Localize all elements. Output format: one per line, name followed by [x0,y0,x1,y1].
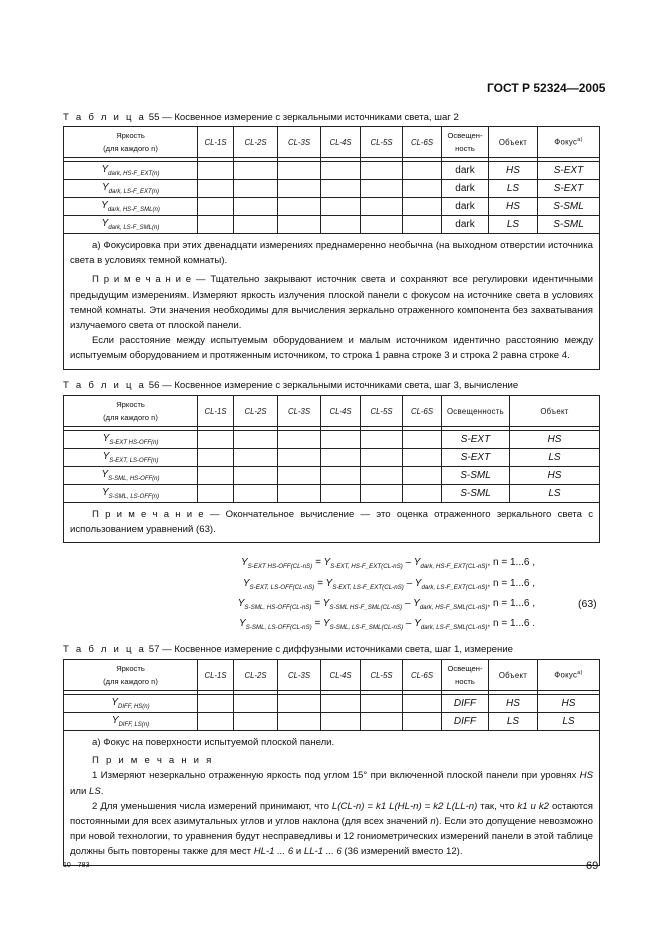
table56-notes [64,503,600,543]
table57-col-cl1: CL-1S [198,660,234,691]
table56-brightness-header: Яркость (для каждого n) [64,396,198,427]
table-row: $Y_{S-EXT HS-OFF(n)}$ S-EXT HS [64,431,600,449]
table56 [63,395,600,543]
table56-caption: Т а б л и ц а 56 — Косвенное измерение с зеркальными источниками света, шаг 3, вычисление [63,380,519,391]
table-row: $Y_{S-SML, HS-OFF(n)}$ S-SML HS [64,467,600,485]
table55-caption: Т а б л и ц а 55 — Косвенное измерение с зеркальными источниками света, шаг 2 [63,112,459,123]
table57-col-cl3: CL-3S [278,660,321,691]
table57-footnote: а) Фокус на поверхности испытуемой плоской панели. [92,737,335,748]
table55-brightness-header: Яркость (для каждого n) [64,127,198,158]
equation-line-3: $Y_{S-SML, HS-OFF(CL-nS)} = Y_{S-SML HS-F\_SML(CL-nS)} - Y_{dark, HS-F\_SML(CL-nS)}$, n = 1...6 , [237,598,535,611]
table55-col-cl3: CL-3S [278,127,321,158]
table55-col-cl4: CL-4S [321,127,361,158]
equation-line-1: $Y_{S-EXT HS-OFF(CL-nS)} = Y_{S-EXT, HS-F\_EXT(CL-nS)} - Y_{dark, HS-F\_EXT(CL-nS)}$, n = 1...6 , [240,557,535,570]
table57-caption: Т а б л и ц а 57 — Косвенное измерение с диффузными источниками света, шаг 1, измерение [63,644,514,655]
table-row: $Y_{S-EXT, LS-OFF(n)}$ S-EXT LS [64,449,600,467]
table57-col-cl4: CL-4S [321,660,361,691]
page-number: 69 [586,860,599,872]
table57-light-header: Освещен- ность [442,660,489,691]
equation-line-4: $Y_{S-SML, LS-OFF(CL-nS)} = Y_{S-SML, LS-F\_SML(CL-nS)} - Y_{dark, LS-F\_SML(CL-nS)}$, n = 1...6 . [238,618,535,631]
table55-note-2: Если расстояние между испытуемым оборудованием и малым источником идентично расстоянию между испытуемым оборудованием и протяженным источником, то строка 1 равна строке 3 и строка 2 равна строке 4. [70,335,593,362]
table57 [63,659,600,866]
table55-focus-header: Фокус$^{а)}$ [538,127,600,158]
table56-col-cl3: CL-3S [278,396,321,427]
table-row: $Y_{dark, HS-F\_SML(n)}$ dark HS S-SML [64,198,600,216]
table55-footnote: а) Фокусировка при этих двенадцати измерениях преднамеренно необычна (на выходном отверстии источника света в условиях темной комнаты). [70,240,593,267]
table57-col-cl2: CL-2S [234,660,278,691]
table-row: $Y_{dark, HS-F\_EXT(n)}$ dark HS S-EXT [64,162,600,180]
table56-light-header: Освещенность [442,396,510,427]
table55-col-cl2: CL-2S [234,127,278,158]
table55 [63,126,600,370]
table55-note: П р и м е ч а н и е — Тщательно закрывают источник света и сохраняют все регулировки идентичными предыдущим измерениям. Измеряют яркость излучения плоской панели с фокусом на источнике света в условиях темной комнаты. Эти значения необходимы для вычисления зеркально отраженного компонента без захватывания излучаемого света от плоской панели. [70,274,593,332]
equation-line-2: $Y_{S-EXT, LS-OFF(CL-nS)} = Y_{S-EXT, LS-F\_EXT(CL-nS)} - Y_{dark, LS-F\_EXT(CL-nS)}$, n = 1...6 , [242,578,535,591]
table-row: $Y_{dark, LS-F\_SML(n)}$ dark LS S-SML [64,216,600,234]
table57-note-1: 1 Измеряют незеркально отраженную яркость под углом 15° при включенной плоской панели при уровнях HS или LS. [70,770,593,797]
footer-code: 10—783 [63,862,90,869]
table56-note: П р и м е ч а н и е — Окончательное вычисление — это оценка отраженного зеркального света с использованием уравнений (63). [70,509,593,536]
table-row: $Y_{DIFF, HS(n)}$ DIFF HS HS [64,695,600,713]
table55-notes [64,234,600,370]
table56-col-cl6: CL-6S [403,396,442,427]
table56-col-cl2: CL-2S [234,396,278,427]
table57-col-cl6: CL-6S [403,660,442,691]
table56-col-cl4: CL-4S [321,396,361,427]
table57-col-cl5: CL-5S [361,660,403,691]
table56-col-cl1: CL-1S [198,396,234,427]
table55-object-header: Объект [489,127,538,158]
table55-col-cl5: CL-5S [361,127,403,158]
table57-object-header: Объект [489,660,538,691]
table57-notes [64,731,600,866]
table57-notes-label: П р и м е ч а н и я [92,755,214,767]
table-row: $Y_{DIFF, LS(n)}$ DIFF LS LS [64,713,600,731]
equation-number: (63) [578,598,597,610]
table57-note-2: 2 Для уменьшения числа измерений принимают, что L(CL-n) = k1 L(HL-n) = k2 L(LL-n) так, что k1 и k2 остаются постоянными для всех азимутальных углов и углов наклона (для всех значений n). Если это допущение невозможно при новой технологии, то уравнения будут несправедливы и 12 гониометрических измерений панели в этой таблице должны быть повторены также для мест HL-1 ... 6 и LL-1 ... 6 (36 измерений вместо 12). [70,800,593,858]
doc-number: ГОСТ Р 52324—2005 [487,81,606,95]
table55-col-cl1: CL-1S [198,127,234,158]
table-row: $Y_{dark, LS-F\_EXT(n)}$ dark LS S-EXT [64,180,600,198]
table56-object-header: Объект [510,396,600,427]
table56-col-cl5: CL-5S [361,396,403,427]
table55-col-cl6: CL-6S [403,127,442,158]
table55-light-header: Освещен- ность [442,127,489,158]
table-row: $Y_{S-SML, LS-OFF(n)}$ S-SML LS [64,485,600,503]
table57-focus-header: Фокус$^{а)}$ [538,660,600,691]
table57-brightness-header: Яркость (для каждого n) [64,660,198,691]
